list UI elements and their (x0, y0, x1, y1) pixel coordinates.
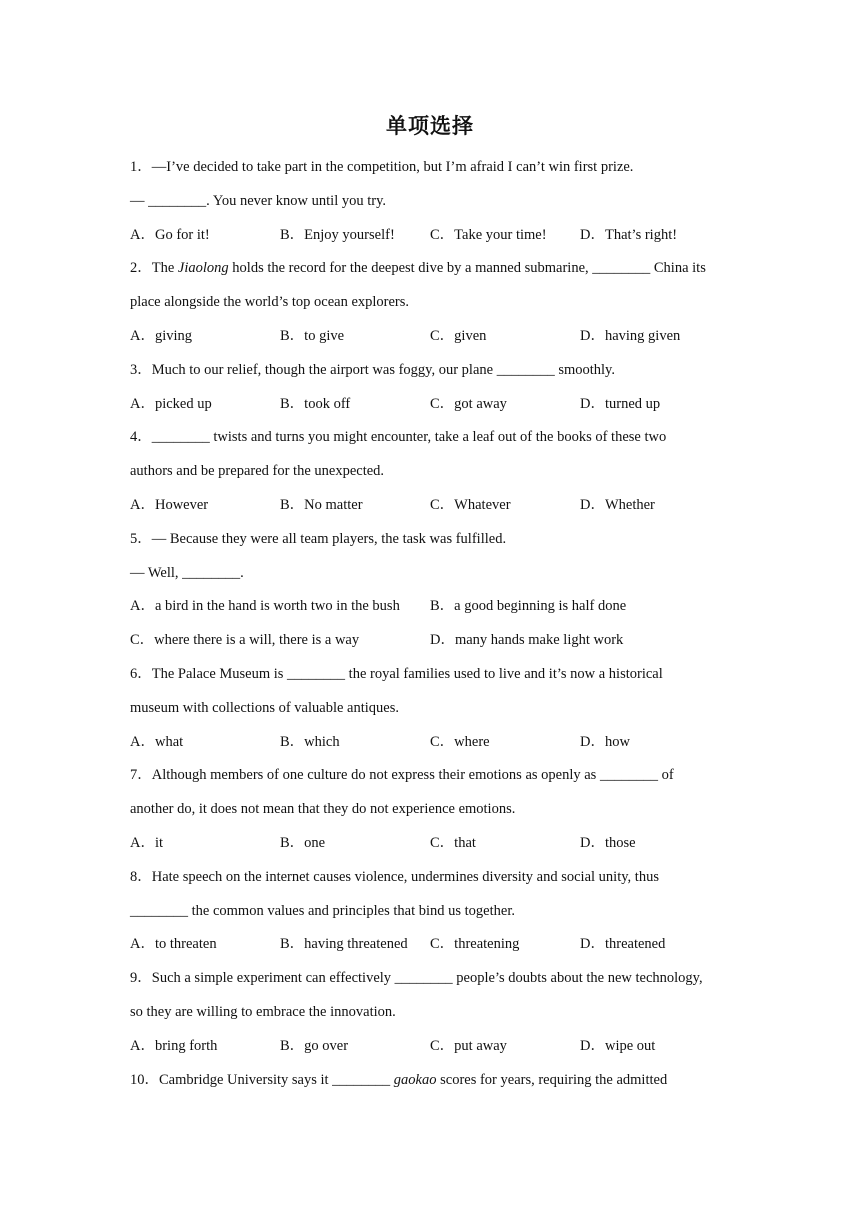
option-d[interactable]: D．turned up (580, 395, 661, 412)
question-5-options-row-1 (130, 591, 740, 625)
question-9-options (130, 1031, 740, 1065)
question-6-options (130, 727, 740, 761)
question-2-stem-cont: place alongside the world’s top ocean explorers. (130, 294, 410, 311)
question-2-stem (130, 253, 740, 287)
option-a[interactable]: A．a bird in the hand is worth two in the bush (130, 598, 400, 615)
question-3-stem: 3．Much to our relief, though the airport was foggy, our plane ________ smoothly. (130, 361, 615, 378)
option-d[interactable]: D．many hands make light work (430, 632, 624, 649)
question-9-stem-cont: so they are willing to embrace the innovation. (130, 1003, 396, 1020)
question-6-stem: 6．The Palace Museum is ________ the royal families used to live and it’s now a historical (130, 665, 663, 682)
question-1-stem: 1．—I’ve decided to take part in the competition, but I’m afraid I can’t win first prize. (130, 159, 634, 175)
question-5-response: — Well, ________. (130, 564, 244, 581)
question-4-stem: 4．________ twists and turns you might encounter, take a leaf out of the books of these two (130, 429, 667, 446)
question-9-stem: 9．Such a simple experiment can effectively ________ people’s doubts about the new technology, (130, 970, 703, 987)
option-c[interactable]: C．given (430, 327, 487, 344)
option-a[interactable]: A．picked up (130, 395, 212, 412)
question-10-stem (130, 1065, 740, 1099)
page-title: 单项选择 (386, 114, 474, 138)
question-8-stem: 8．Hate speech on the internet causes violence, undermines diversity and social unity, thus (130, 868, 659, 885)
option-d[interactable]: D．wipe out (580, 1037, 656, 1054)
option-a[interactable]: A．what (130, 733, 184, 750)
option-a[interactable]: A．bring forth (130, 1037, 218, 1054)
option-d[interactable]: D．having given (580, 327, 681, 344)
question-2-stem-pre: 2．The (130, 260, 178, 277)
option-c[interactable]: C．Whatever (430, 496, 511, 513)
option-c[interactable]: C．threatening (430, 936, 520, 953)
option-c[interactable]: C．where (430, 733, 490, 750)
option-a[interactable]: A．However (130, 496, 209, 513)
question-7-stem: 7．Although members of one culture do not express their emotions as openly as ________ of (130, 767, 674, 784)
option-d[interactable]: D．Whether (580, 496, 655, 513)
question-3-options (130, 389, 740, 423)
option-d[interactable]: D．how (580, 733, 630, 750)
question-5-options-row-2 (130, 625, 740, 659)
option-a[interactable]: A．it (130, 834, 164, 851)
question-10-stem-post: scores for years, requiring the admitted (436, 1071, 668, 1088)
question-8-stem-cont: ________ the common values and principles that bind us together. (130, 902, 515, 919)
question-8-options (130, 929, 740, 963)
option-b[interactable]: B．one (280, 834, 326, 851)
question-2-italic-term: Jiaolong (177, 260, 229, 277)
question-1-response: — ________. You never know until you try. (130, 192, 387, 209)
question-1-options (130, 220, 740, 254)
question-10-stem-pre: 10．Cambridge University says it ________ (130, 1071, 394, 1088)
option-c[interactable]: C．put away (430, 1037, 507, 1054)
option-b[interactable]: B．having threatened (280, 936, 408, 953)
option-d[interactable]: D．those (580, 834, 636, 851)
option-b[interactable]: B．a good beginning is half done (430, 598, 627, 615)
question-6-stem-cont: museum with collections of valuable antiques. (130, 699, 399, 716)
question-7-options (130, 828, 740, 862)
option-b[interactable]: B．took off (280, 395, 351, 412)
option-b[interactable]: B．Enjoy yourself! (280, 226, 395, 243)
question-4-stem-cont: authors and be prepared for the unexpected. (130, 463, 385, 480)
option-c[interactable]: C．that (430, 834, 476, 851)
question-10-italic-term: gaokao (393, 1071, 437, 1088)
option-d[interactable]: D．That’s right! (580, 226, 678, 243)
question-list (130, 152, 740, 1098)
question-7-stem-cont: another do, it does not mean that they do not experience emotions. (130, 801, 516, 818)
option-b[interactable]: B．to give (280, 327, 345, 344)
option-b[interactable]: B．No matter (280, 496, 363, 513)
option-d[interactable]: D．threatened (580, 936, 666, 953)
question-2-stem-post: holds the record for the deepest dive by a manned submarine, ________ China its (228, 260, 706, 277)
option-a[interactable]: A．to threaten (130, 936, 217, 953)
option-a[interactable]: A．giving (130, 327, 193, 344)
option-c[interactable]: C．got away (430, 395, 507, 412)
option-b[interactable]: B．which (280, 733, 340, 750)
option-c[interactable]: C．Take your time! (430, 226, 547, 243)
question-2-options (130, 321, 740, 355)
option-a[interactable]: A．Go for it! (130, 226, 210, 243)
option-b[interactable]: B．go over (280, 1037, 349, 1054)
question-4-options (130, 490, 740, 524)
option-c[interactable]: C．where there is a will, there is a way (130, 632, 360, 649)
question-5-stem: 5．— Because they were all team players, the task was fulfilled. (130, 530, 507, 547)
